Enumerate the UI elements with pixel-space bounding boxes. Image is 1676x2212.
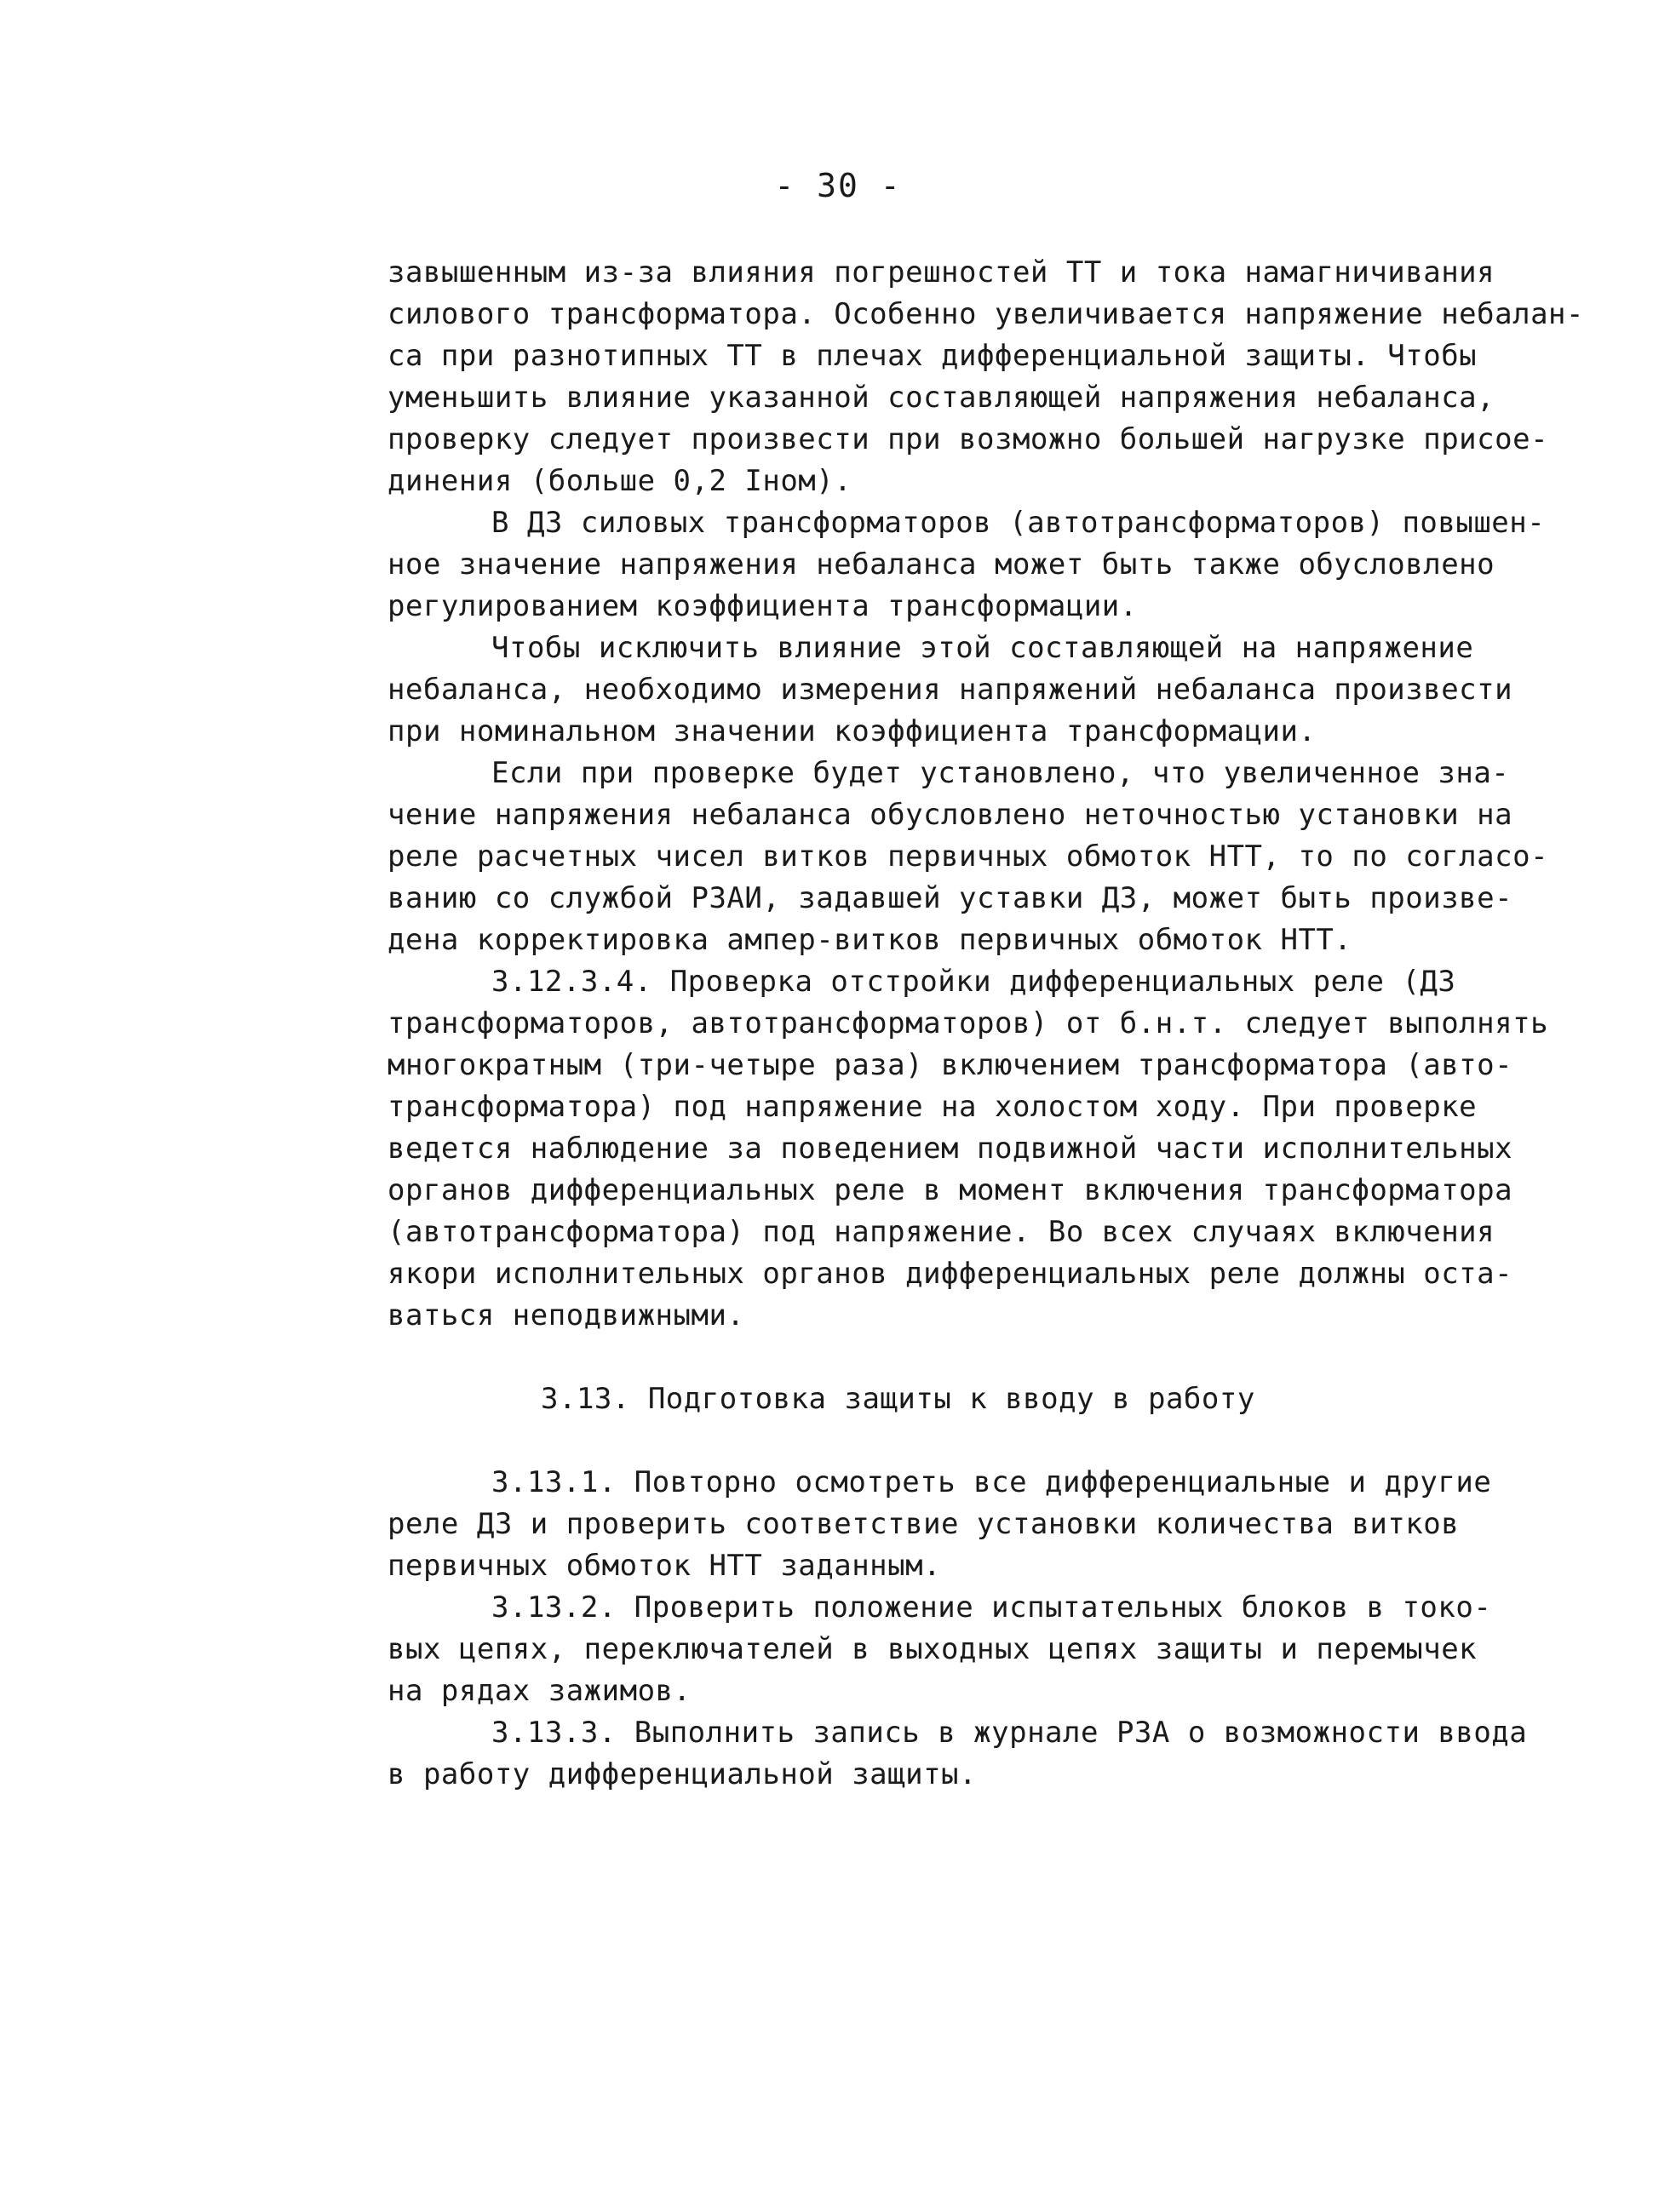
text-line: якори исполнительных органов дифференциальных реле должны оста- [387,1257,1513,1291]
text-line: проверку следует произвести при возможно большей нагрузке присое- [387,422,1549,456]
text-line: реле расчетных чисел витков первичных обмоток НТТ, то по согласо- [387,840,1549,874]
text-line: 3.12.3.4. Проверка отстройки дифференциальных реле (ДЗ [491,965,1456,999]
text-line: Если при проверке будет установлено, что увеличенное зна- [491,756,1510,790]
text-line: регулированием коэффициента трансформации. [387,589,1138,623]
spacer [387,1420,1537,1462]
text-line: трансформатора) под напряжение на холостом ходу. При проверке [387,1090,1478,1124]
text-line: ведется наблюдение за поведением подвижной части исполнительных [387,1132,1513,1166]
text-line: 3.13.3. Выполнить запись в журнале РЗА о возможности ввода [491,1716,1528,1750]
text-line: многократным (три-четыре раза) включением трансформатора (авто- [387,1048,1513,1082]
text-line: Чтобы исключить влияние этой составляющей на напряжение [491,631,1474,665]
text-line: ванию со службой РЗАИ, задавшей уставки ДЗ, может быть произве- [387,881,1513,915]
text-line: небаланса, необходимо измерения напряжений небаланса произвести [387,673,1513,707]
text-line: вых цепях, переключателей в выходных цепях защиты и перемычек [387,1632,1478,1666]
text-line: (автотрансформатора) под напряжение. Во всех случаях включения [387,1215,1495,1249]
document-body [387,252,1584,1796]
text-line: завышенным из-за влияния погрешностей ТТ и тока намагничивания [387,255,1495,289]
section-heading: 3.13. Подготовка защиты к вводу в работу [541,1382,1255,1416]
text-line: са при разнотипных ТТ в плечах дифференциальной защиты. Чтобы [387,339,1478,373]
text-line: чение напряжения небаланса обусловлено неточностью установки на [387,798,1513,832]
text-line: 3.13.1. Повторно осмотреть все дифференциальные и другие [491,1465,1492,1499]
text-line: В ДЗ силовых трансформаторов (автотрансформаторов) повышен- [491,506,1546,540]
spacer [387,1337,1537,1378]
text-line: при номинальном значении коэффициента трансформации. [387,714,1317,748]
text-line: силового трансформатора. Особенно увеличивается напряжение небалан- [387,297,1584,331]
text-line: реле ДЗ и проверить соответствие установки количества витков [387,1507,1460,1541]
text-line: уменьшить влияние указанной составляющей напряжения небаланса, [387,381,1495,415]
text-line: дена корректировка ампер-витков первичных обмоток НТТ. [387,923,1352,957]
text-line: ное значение напряжения небаланса может быть также обусловлено [387,547,1495,582]
text-line: 3.13.2. Проверить положение испытательных блоков в токо- [491,1590,1492,1625]
text-line: в работу дифференциальной защиты. [387,1757,978,1791]
text-line: динения (больше 0,2 Iном). [387,464,852,498]
text-line: на рядах зажимов. [387,1674,692,1708]
text-line: трансформаторов, автотрансформаторов) от б.н.т. следует выполнять [387,1006,1549,1040]
text-line: органов дифференциальных реле в момент включения трансформатора [387,1173,1513,1207]
page-number: - 30 - [774,167,902,204]
text-line: ваться неподвижными. [387,1298,745,1332]
text-line: первичных обмоток НТТ заданным. [387,1549,942,1583]
